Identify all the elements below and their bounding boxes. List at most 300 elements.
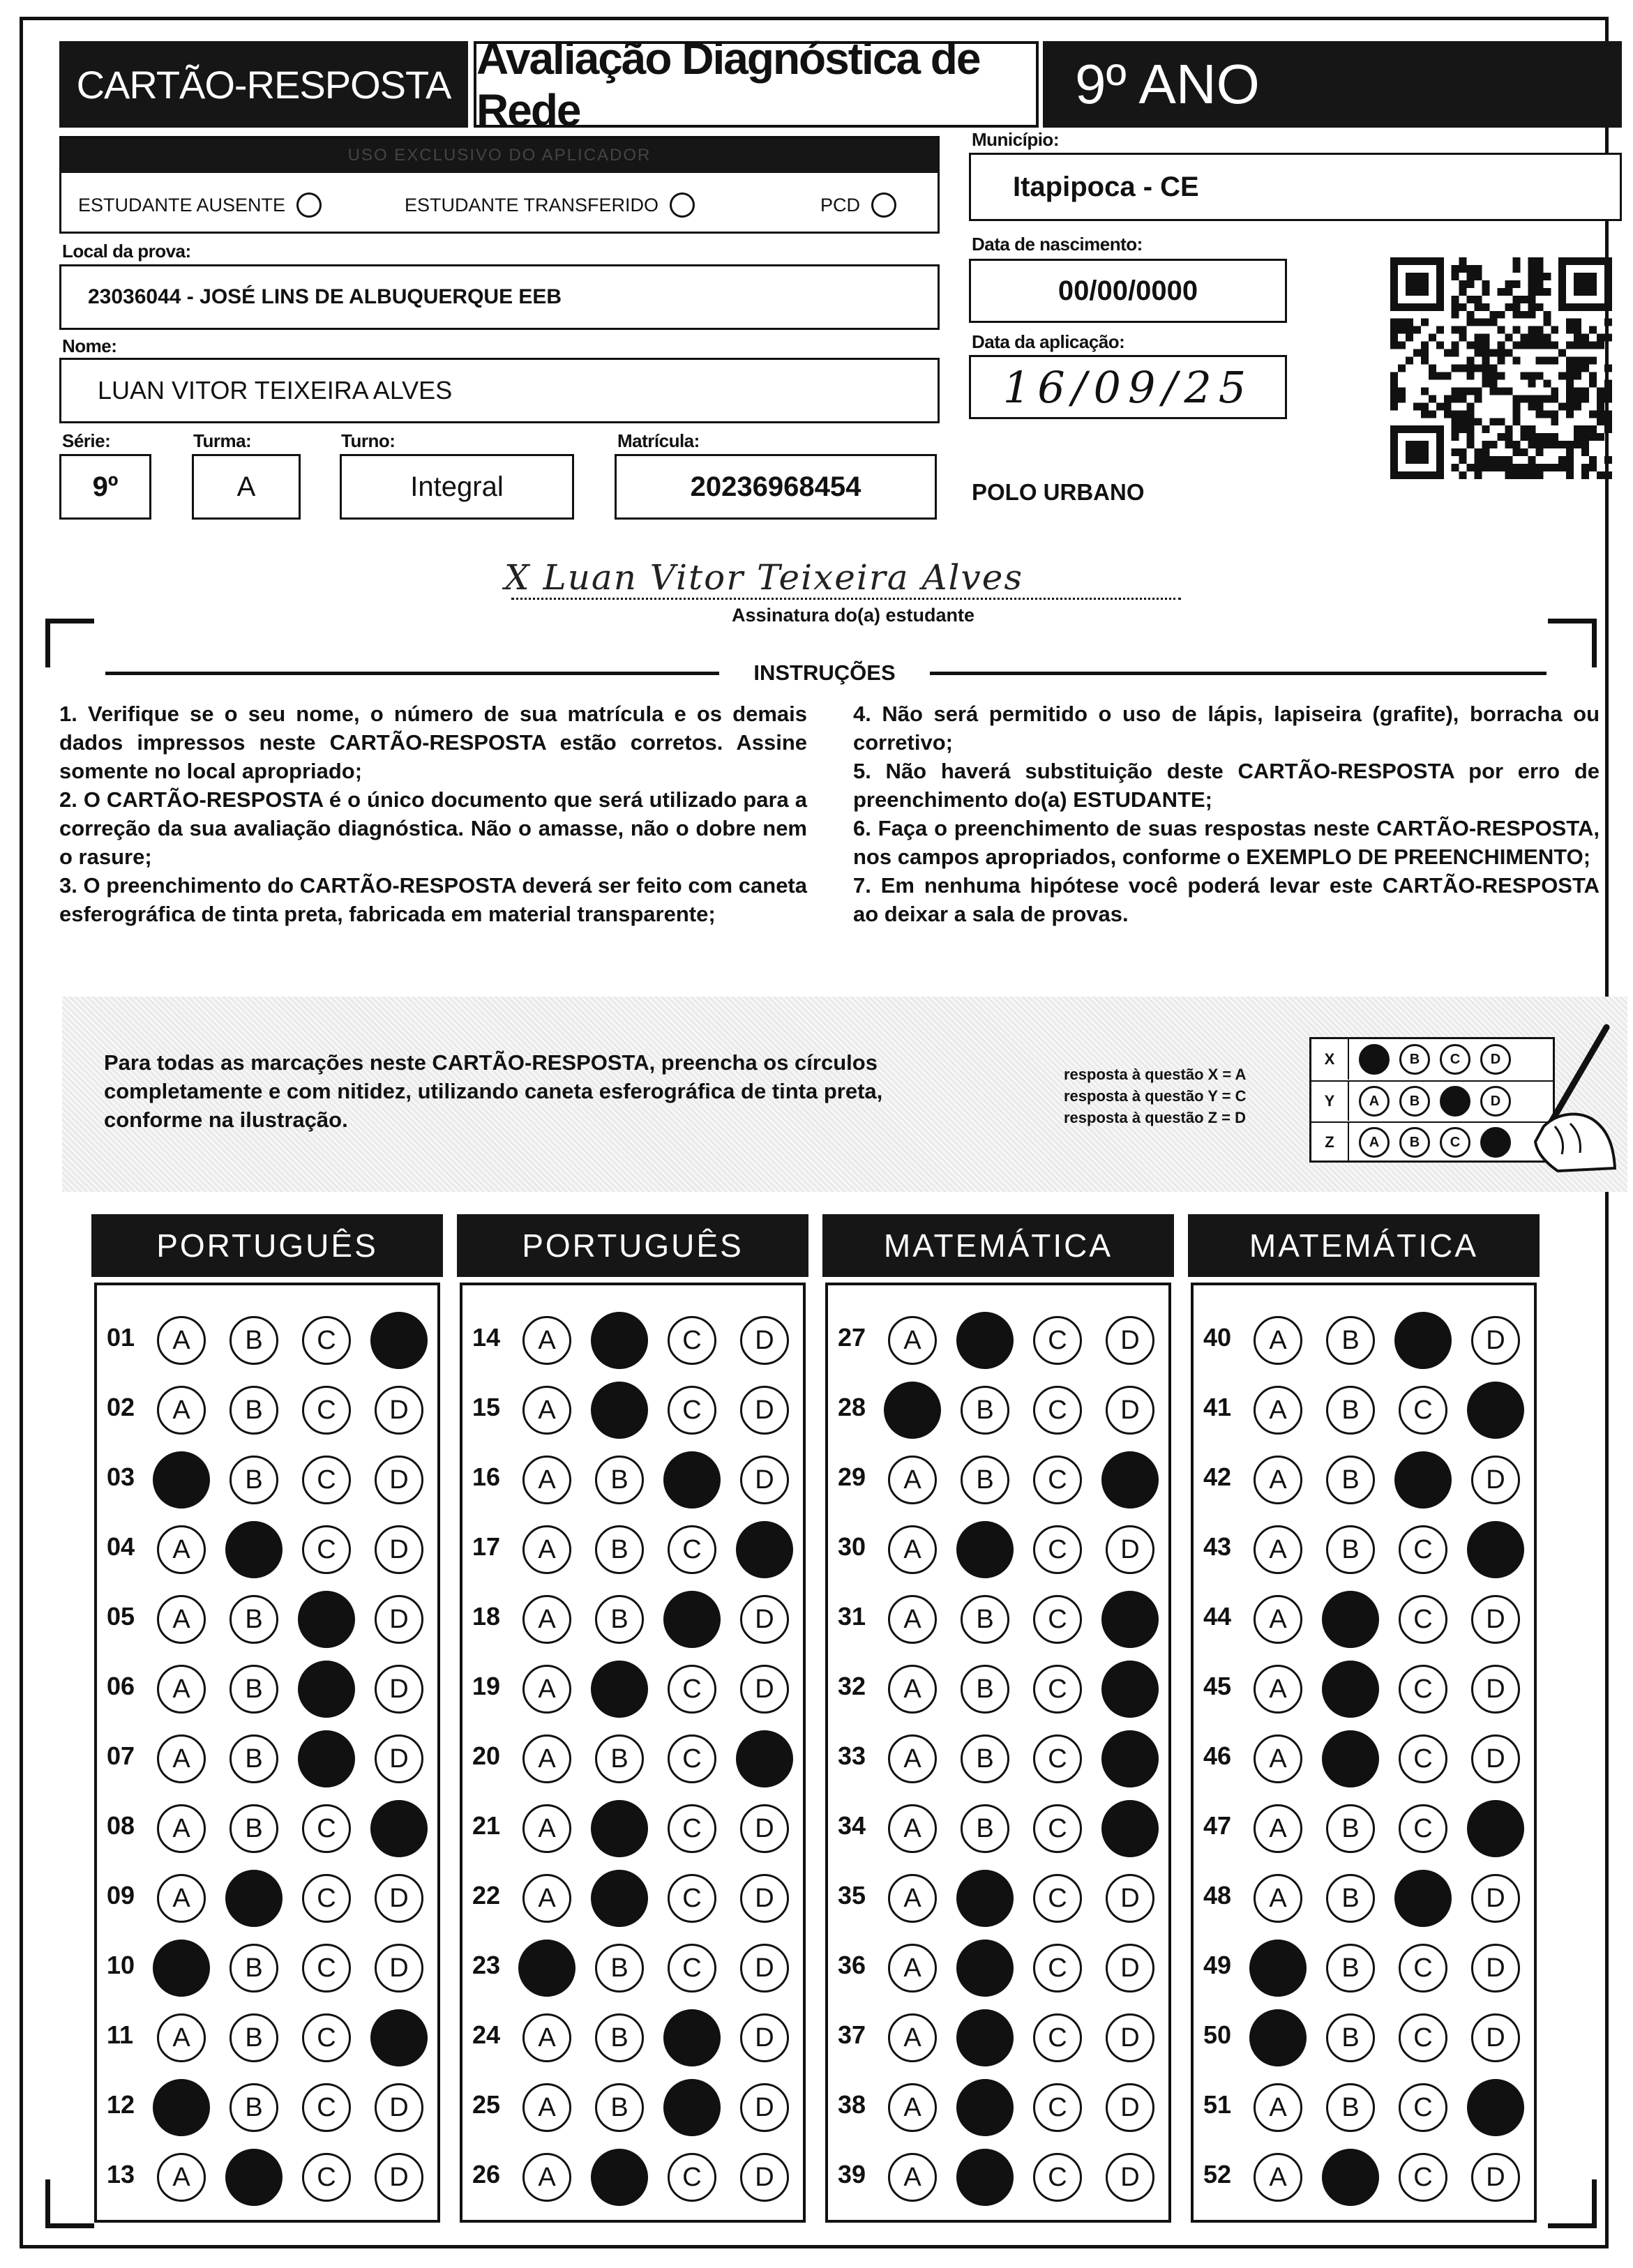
birth-field: 00/00/0000 bbox=[969, 259, 1287, 323]
answer-bubble-b[interactable]: B bbox=[1326, 1804, 1375, 1853]
answer-bubble-a[interactable]: A bbox=[157, 1804, 206, 1853]
answer-bubble-c[interactable]: C bbox=[1033, 1456, 1082, 1504]
corner-mark-bottom-right bbox=[1548, 2179, 1597, 2228]
answer-bubble-a[interactable]: A bbox=[1254, 1874, 1302, 1923]
applicator-title: USO EXCLUSIVO DO APLICADOR bbox=[61, 138, 938, 173]
instruction-1: 1. Verifique se o seu nome, o número de sua matrícula e os demais dados impressos neste CARTÃO-RESPOSTA estão corretos. Assine somente no local apropriado; bbox=[59, 702, 807, 783]
answer-bubble-c[interactable]: C bbox=[302, 1316, 351, 1365]
answer-bubble-a[interactable]: A bbox=[888, 1944, 937, 1993]
answer-bubble-b[interactable]: B bbox=[1322, 1591, 1379, 1648]
question-number: 11 bbox=[107, 2020, 134, 2049]
answer-bubble-b[interactable]: B bbox=[225, 2149, 283, 2206]
question-row bbox=[828, 1803, 1168, 1852]
answer-bubble-a[interactable]: A bbox=[888, 2083, 937, 2132]
answer-bubble-b[interactable]: B bbox=[956, 1940, 1014, 1997]
answer-bubble-c[interactable]: C bbox=[668, 1386, 716, 1435]
question-row bbox=[97, 1873, 437, 1921]
answer-bubble-a[interactable]: A bbox=[888, 1874, 937, 1923]
instructions-rule-right bbox=[930, 672, 1547, 675]
answer-bubble-b[interactable]: B bbox=[961, 1665, 1009, 1714]
answer-bubble-b[interactable]: B bbox=[961, 1386, 1009, 1435]
answer-bubble-d[interactable]: D bbox=[740, 1386, 789, 1435]
answer-bubble-c[interactable]: C bbox=[1033, 1874, 1082, 1923]
absent-checkbox[interactable] bbox=[296, 192, 322, 218]
answer-bubble-b[interactable]: B bbox=[229, 1456, 278, 1504]
pcd-option[interactable] bbox=[820, 192, 896, 218]
question-row bbox=[1194, 1315, 1534, 1363]
answer-bubble-d[interactable]: D bbox=[375, 1456, 423, 1504]
transferred-checkbox[interactable] bbox=[670, 192, 695, 218]
answer-bubble-a[interactable]: A bbox=[522, 1595, 571, 1644]
answer-bubble-b[interactable]: B bbox=[229, 2083, 278, 2132]
question-row bbox=[828, 1663, 1168, 1712]
transferred-option[interactable] bbox=[405, 192, 695, 218]
answer-bubble-b[interactable]: B bbox=[961, 1456, 1009, 1504]
answer-bubble-d[interactable]: D bbox=[736, 1521, 793, 1578]
municipality-label: Município: bbox=[972, 129, 1059, 150]
question-row bbox=[97, 1663, 437, 1712]
answer-bubble-d[interactable]: D bbox=[1471, 1665, 1520, 1714]
answer-bubble-a[interactable]: A bbox=[522, 2153, 571, 2202]
answer-bubble-b[interactable]: B bbox=[1326, 1386, 1375, 1435]
polo: POLO URBANO bbox=[972, 479, 1145, 505]
answer-bubble-c[interactable]: C bbox=[1033, 1316, 1082, 1365]
answer-bubble-b[interactable]: B bbox=[1326, 1874, 1375, 1923]
instruction-7: 7. Em nenhuma hipótese você poderá levar este CARTÃO-RESPOSTA ao deixar a sala de provas. bbox=[853, 873, 1600, 926]
answer-bubble-c[interactable]: C bbox=[302, 1456, 351, 1504]
answer-bubble-d[interactable]: D bbox=[1106, 1944, 1154, 1993]
signature-caption: Assinatura do(a) estudante bbox=[731, 605, 975, 626]
question-row bbox=[1194, 1873, 1534, 1921]
answer-bubble-a[interactable]: A bbox=[1254, 1734, 1302, 1783]
answer-bubble-c[interactable]: C bbox=[668, 1665, 716, 1714]
question-number: 48 bbox=[1203, 1881, 1232, 1910]
serie-field: 9º bbox=[59, 454, 151, 520]
answer-bubble-b[interactable]: B bbox=[1322, 2149, 1379, 2206]
answer-bubble-b[interactable]: B bbox=[595, 1456, 644, 1504]
question-number: 41 bbox=[1203, 1393, 1232, 1421]
answer-bubble-b[interactable]: B bbox=[591, 2149, 648, 2206]
answer-bubble-a[interactable]: A bbox=[157, 1874, 206, 1923]
answer-bubble-a[interactable]: A bbox=[157, 2153, 206, 2202]
question-number: 07 bbox=[107, 1741, 135, 1770]
answer-bubble-b[interactable]: B bbox=[225, 1521, 283, 1578]
answer-bubble-d[interactable]: D bbox=[375, 1944, 423, 1993]
answer-bubble-a[interactable]: A bbox=[522, 1525, 571, 1574]
answer-bubble-c[interactable]: C bbox=[1399, 1734, 1447, 1783]
answer-bubble-d[interactable]: D bbox=[740, 1665, 789, 1714]
question-number: 31 bbox=[838, 1602, 866, 1631]
municipality-field: Itapipoca - CE bbox=[969, 153, 1622, 221]
answer-bubble-c[interactable]: C bbox=[1033, 1734, 1082, 1783]
answer-bubble-d[interactable]: D bbox=[1471, 1874, 1520, 1923]
answer-bubble-d[interactable]: D bbox=[740, 1595, 789, 1644]
answer-bubble-a[interactable]: A bbox=[888, 1525, 937, 1574]
question-row bbox=[1194, 2152, 1534, 2200]
answer-bubble-c[interactable]: C bbox=[1394, 1312, 1452, 1369]
answer-bubble-d[interactable]: D bbox=[375, 1595, 423, 1644]
answer-bubble-b[interactable]: B bbox=[961, 1595, 1009, 1644]
example-row-label: X bbox=[1311, 1039, 1349, 1080]
answer-bubble-d[interactable]: D bbox=[1467, 1382, 1524, 1439]
answer-bubble-a[interactable]: A bbox=[157, 1734, 206, 1783]
answer-bubble-b[interactable]: B bbox=[1326, 1525, 1375, 1574]
answer-bubble-d[interactable]: D bbox=[375, 1525, 423, 1574]
turma-field: A bbox=[192, 454, 301, 520]
question-row bbox=[1194, 2082, 1534, 2131]
answer-bubble-a[interactable]: A bbox=[157, 1595, 206, 1644]
answer-bubble-c[interactable]: C bbox=[668, 1874, 716, 1923]
answer-bubble-c[interactable]: C bbox=[1033, 1386, 1082, 1435]
answer-bubble-c[interactable]: C bbox=[663, 1451, 721, 1509]
answer-bubble-d[interactable]: D bbox=[740, 1316, 789, 1365]
question-number: 22 bbox=[472, 1881, 501, 1910]
question-number: 42 bbox=[1203, 1462, 1232, 1491]
answer-bubble-c[interactable]: C bbox=[663, 1591, 721, 1648]
answer-bubble-a[interactable]: A bbox=[153, 1451, 210, 1509]
answer-bubble-d[interactable]: D bbox=[1106, 1874, 1154, 1923]
answer-bubble-a[interactable]: A bbox=[888, 1665, 937, 1714]
answer-bubble-a[interactable]: A bbox=[884, 1382, 941, 1439]
answer-bubble-a[interactable]: A bbox=[888, 1316, 937, 1365]
answer-bubble-b[interactable]: B bbox=[961, 1804, 1009, 1853]
answer-bubble-a[interactable]: A bbox=[888, 1456, 937, 1504]
answer-bubble-d[interactable]: D bbox=[1101, 1451, 1159, 1509]
question-row bbox=[97, 1315, 437, 1363]
answer-bubble-a[interactable]: A bbox=[1254, 1804, 1302, 1853]
answer-bubble-b[interactable]: B bbox=[961, 1734, 1009, 1783]
answer-bubble-a[interactable]: A bbox=[157, 1386, 206, 1435]
question-row bbox=[828, 2082, 1168, 2131]
answer-bubble-c[interactable]: C bbox=[302, 2083, 351, 2132]
answer-bubble-c[interactable]: C bbox=[1399, 1665, 1447, 1714]
location-label: Local da prova: bbox=[62, 241, 191, 262]
answer-bubble-a[interactable]: A bbox=[888, 2013, 937, 2062]
question-number: 06 bbox=[107, 1672, 135, 1700]
answer-block bbox=[94, 1283, 440, 2223]
application-date-label: Data da aplicação: bbox=[972, 331, 1125, 352]
question-number: 40 bbox=[1203, 1323, 1232, 1352]
answer-bubble-d[interactable]: D bbox=[375, 2153, 423, 2202]
answer-bubble-d[interactable]: D bbox=[1471, 1944, 1520, 1993]
name-field: LUAN VITOR TEIXEIRA ALVES bbox=[59, 358, 940, 423]
answer-bubble-b[interactable]: B bbox=[595, 1734, 644, 1783]
answer-bubble-b[interactable]: B bbox=[956, 1870, 1014, 1927]
answer-bubble-c[interactable]: C bbox=[1399, 2013, 1447, 2062]
answer-bubble-a[interactable]: A bbox=[1254, 2153, 1302, 2202]
answer-bubble-b[interactable]: B bbox=[1322, 1661, 1379, 1718]
answer-bubble-b[interactable]: B bbox=[595, 2013, 644, 2062]
answer-bubble-b[interactable]: B bbox=[229, 1595, 278, 1644]
answer-bubble-c[interactable]: C bbox=[1399, 1595, 1447, 1644]
answer-bubble-a[interactable]: A bbox=[522, 1734, 571, 1783]
answer-bubble-d[interactable]: D bbox=[740, 2153, 789, 2202]
answer-bubble-b[interactable]: B bbox=[956, 2149, 1014, 2206]
answer-bubble-b[interactable]: B bbox=[591, 1800, 648, 1857]
answer-bubble-b[interactable]: B bbox=[1326, 1456, 1375, 1504]
answer-bubble-a[interactable]: A bbox=[522, 1316, 571, 1365]
answer-bubble-c[interactable]: C bbox=[302, 1804, 351, 1853]
answer-bubble-c[interactable]: C bbox=[1399, 2153, 1447, 2202]
instruction-6: 6. Faça o preenchimento de suas respostas neste CARTÃO-RESPOSTA, nos campos apropriados, conforme o EXEMPLO DE PREENCHIMENTO; bbox=[853, 816, 1600, 869]
answer-bubble-b[interactable]: B bbox=[595, 1944, 644, 1993]
answer-bubble-c[interactable]: C bbox=[302, 2013, 351, 2062]
answer-bubble-d[interactable]: D bbox=[1471, 1734, 1520, 1783]
example-bubble-d: D bbox=[1480, 1086, 1511, 1117]
answer-bubble-b[interactable]: B bbox=[229, 1665, 278, 1714]
answer-block bbox=[460, 1283, 806, 2223]
question-number: 35 bbox=[838, 1881, 866, 1910]
answer-bubble-d[interactable]: D bbox=[1106, 1316, 1154, 1365]
answer-bubble-d[interactable]: D bbox=[740, 1804, 789, 1853]
question-row bbox=[97, 2012, 437, 2061]
answer-bubble-b[interactable]: B bbox=[229, 1944, 278, 1993]
answer-bubble-d[interactable]: D bbox=[1471, 1316, 1520, 1365]
answer-bubble-b[interactable]: B bbox=[595, 1595, 644, 1644]
answer-bubble-b[interactable]: B bbox=[956, 1521, 1014, 1578]
question-row bbox=[828, 1384, 1168, 1433]
answer-bubble-c[interactable]: C bbox=[1394, 1870, 1452, 1927]
answer-bubble-a[interactable]: A bbox=[157, 1525, 206, 1574]
answer-bubble-b[interactable]: B bbox=[956, 2009, 1014, 2066]
question-number: 09 bbox=[107, 1881, 135, 1910]
answer-bubble-d[interactable]: D bbox=[375, 1874, 423, 1923]
answer-bubble-a[interactable]: A bbox=[157, 1316, 206, 1365]
answer-bubble-c[interactable]: C bbox=[298, 1730, 355, 1787]
question-number: 43 bbox=[1203, 1532, 1232, 1561]
answer-bubble-c[interactable]: C bbox=[1399, 1386, 1447, 1435]
question-number: 01 bbox=[107, 1323, 135, 1352]
question-number: 46 bbox=[1203, 1741, 1232, 1770]
grade-title: 9º ANO bbox=[1043, 41, 1622, 128]
answer-bubble-b[interactable]: B bbox=[591, 1312, 648, 1369]
question-row bbox=[462, 2152, 803, 2200]
question-row bbox=[828, 1315, 1168, 1363]
answer-bubble-a[interactable]: A bbox=[1254, 1665, 1302, 1714]
example-bubble-b: B bbox=[1399, 1127, 1430, 1158]
answer-bubble-c[interactable]: C bbox=[1399, 1944, 1447, 1993]
answer-bubble-a[interactable]: A bbox=[522, 1874, 571, 1923]
answer-bubble-b[interactable]: B bbox=[1322, 1730, 1379, 1787]
answer-bubble-a[interactable]: A bbox=[1249, 1940, 1307, 1997]
answer-bubble-a[interactable]: A bbox=[522, 1456, 571, 1504]
answer-bubble-a[interactable]: A bbox=[1254, 1386, 1302, 1435]
question-number: 52 bbox=[1203, 2160, 1232, 2188]
answer-bubble-d[interactable]: D bbox=[740, 2083, 789, 2132]
question-number: 50 bbox=[1203, 2020, 1232, 2049]
answer-bubble-c[interactable]: C bbox=[298, 1661, 355, 1718]
answer-bubble-c[interactable]: C bbox=[302, 1386, 351, 1435]
answer-bubble-b[interactable]: B bbox=[595, 2083, 644, 2132]
answer-bubble-d[interactable]: D bbox=[740, 2013, 789, 2062]
answer-bubble-b[interactable]: B bbox=[1326, 2013, 1375, 2062]
answer-bubble-d[interactable]: D bbox=[1101, 1661, 1159, 1718]
answer-bubble-c[interactable]: C bbox=[1399, 2083, 1447, 2132]
question-row bbox=[462, 1942, 803, 1991]
answer-bubble-b[interactable]: B bbox=[591, 1382, 648, 1439]
answer-bubble-c[interactable]: C bbox=[1033, 2013, 1082, 2062]
question-number: 38 bbox=[838, 2090, 866, 2119]
answer-bubble-c[interactable]: C bbox=[1033, 2083, 1082, 2132]
answer-bubble-b[interactable]: B bbox=[956, 1312, 1014, 1369]
answer-bubble-a[interactable]: A bbox=[1254, 1525, 1302, 1574]
question-row bbox=[462, 1454, 803, 1503]
answer-bubble-b[interactable]: B bbox=[591, 1870, 648, 1927]
question-row bbox=[462, 1663, 803, 1712]
answer-bubble-b[interactable]: B bbox=[1326, 2083, 1375, 2132]
answer-bubble-c[interactable]: C bbox=[302, 1944, 351, 1993]
answer-bubble-a[interactable]: A bbox=[888, 1804, 937, 1853]
answer-bubble-d[interactable]: D bbox=[740, 1944, 789, 1993]
answer-bubble-a[interactable]: A bbox=[1254, 1595, 1302, 1644]
answer-bubble-c[interactable]: C bbox=[663, 2079, 721, 2136]
corner-mark-top-right bbox=[1548, 619, 1597, 667]
answer-bubble-a[interactable]: A bbox=[522, 1386, 571, 1435]
question-number: 29 bbox=[838, 1462, 866, 1491]
answer-bubble-a[interactable]: A bbox=[1249, 2009, 1307, 2066]
absent-option[interactable] bbox=[78, 192, 322, 218]
answer-bubble-d[interactable]: D bbox=[370, 1800, 428, 1857]
answer-bubble-d[interactable]: D bbox=[1467, 1521, 1524, 1578]
question-row bbox=[97, 1803, 437, 1852]
answer-bubble-a[interactable]: A bbox=[1254, 1456, 1302, 1504]
answer-bubble-c[interactable]: C bbox=[1399, 1804, 1447, 1853]
example-bubble-a: A bbox=[1359, 1044, 1390, 1075]
answer-bubble-b[interactable]: B bbox=[229, 2013, 278, 2062]
question-row bbox=[1194, 2012, 1534, 2061]
answer-bubble-c[interactable]: C bbox=[302, 2153, 351, 2202]
answer-bubble-c[interactable]: C bbox=[668, 1804, 716, 1853]
answer-bubble-c[interactable]: C bbox=[668, 1944, 716, 1993]
answer-bubble-b[interactable]: B bbox=[1326, 1944, 1375, 1993]
answer-bubble-d[interactable]: D bbox=[1106, 1386, 1154, 1435]
question-row bbox=[462, 1873, 803, 1921]
answer-bubble-b[interactable]: B bbox=[595, 1525, 644, 1574]
answer-bubble-c[interactable]: C bbox=[1033, 1944, 1082, 1993]
answer-bubble-d[interactable]: D bbox=[1106, 2013, 1154, 2062]
question-row bbox=[97, 2152, 437, 2200]
answer-bubble-b[interactable]: B bbox=[956, 2079, 1014, 2136]
answer-bubble-a[interactable]: A bbox=[157, 2013, 206, 2062]
answer-bubble-a[interactable]: A bbox=[522, 2013, 571, 2062]
location-field: 23036044 - JOSÉ LINS DE ALBUQUERQUE EEB bbox=[59, 264, 940, 330]
answer-bubble-c[interactable]: C bbox=[1394, 1451, 1452, 1509]
answer-bubble-c[interactable]: C bbox=[668, 2153, 716, 2202]
answer-bubble-b[interactable]: B bbox=[229, 1804, 278, 1853]
matricula-field: 20236968454 bbox=[615, 454, 937, 520]
example-bubble-d: D bbox=[1480, 1127, 1511, 1158]
example-text: Para todas as marcações neste CARTÃO-RESPOSTA, preencha os círculos completamente e com nitidez, utilizando caneta esferográfica de tinta preta, conforme na ilustração. bbox=[104, 1050, 883, 1132]
answer-bubble-d[interactable]: D bbox=[736, 1730, 793, 1787]
question-row bbox=[97, 1524, 437, 1573]
answer-bubble-a[interactable]: A bbox=[1254, 2083, 1302, 2132]
answer-bubble-d[interactable]: D bbox=[1106, 2153, 1154, 2202]
question-row bbox=[97, 1594, 437, 1642]
answer-bubble-a[interactable]: A bbox=[522, 1665, 571, 1714]
answer-bubble-c[interactable]: C bbox=[668, 1734, 716, 1783]
answer-bubble-a[interactable]: A bbox=[888, 1734, 937, 1783]
answer-bubble-c[interactable]: C bbox=[1399, 1525, 1447, 1574]
answer-bubble-d[interactable]: D bbox=[1467, 2079, 1524, 2136]
answer-bubble-d[interactable]: D bbox=[740, 1456, 789, 1504]
answer-bubble-a[interactable]: A bbox=[522, 1804, 571, 1853]
answer-bubble-b[interactable]: B bbox=[229, 1386, 278, 1435]
question-number: 13 bbox=[107, 2160, 135, 2188]
answer-bubble-c[interactable]: C bbox=[668, 1525, 716, 1574]
question-row bbox=[462, 1524, 803, 1573]
answer-bubble-d[interactable]: D bbox=[375, 1734, 423, 1783]
instructions-title: INSTRUÇÕES bbox=[753, 660, 896, 685]
answer-bubble-d[interactable]: D bbox=[1101, 1730, 1159, 1787]
answer-bubble-a[interactable]: A bbox=[1254, 1316, 1302, 1365]
answer-bubble-d[interactable]: D bbox=[740, 1874, 789, 1923]
answer-bubble-c[interactable]: C bbox=[302, 1874, 351, 1923]
answer-bubble-d[interactable]: D bbox=[1101, 1591, 1159, 1648]
answer-bubble-a[interactable]: A bbox=[157, 1665, 206, 1714]
answer-bubble-c[interactable]: C bbox=[668, 1316, 716, 1365]
answer-bubble-a[interactable]: A bbox=[518, 1940, 575, 1997]
pcd-label: PCD bbox=[820, 194, 861, 216]
answer-bubble-c[interactable]: C bbox=[663, 2009, 721, 2066]
answer-bubble-d[interactable]: D bbox=[1471, 2013, 1520, 2062]
question-row bbox=[462, 1315, 803, 1363]
answer-bubble-b[interactable]: B bbox=[591, 1661, 648, 1718]
answer-bubble-a[interactable]: A bbox=[888, 2153, 937, 2202]
name-label: Nome: bbox=[62, 335, 117, 356]
answer-bubble-d[interactable]: D bbox=[1106, 2083, 1154, 2132]
answer-bubble-d[interactable]: D bbox=[375, 1665, 423, 1714]
answer-bubble-d[interactable]: D bbox=[370, 1312, 428, 1369]
answer-bubble-c[interactable]: C bbox=[298, 1591, 355, 1648]
question-number: 49 bbox=[1203, 1951, 1232, 1979]
question-row bbox=[828, 1454, 1168, 1503]
answer-bubble-b[interactable]: B bbox=[225, 1870, 283, 1927]
answer-bubble-c[interactable]: C bbox=[1033, 1595, 1082, 1644]
answer-bubble-b[interactable]: B bbox=[229, 1734, 278, 1783]
answer-bubble-c[interactable]: C bbox=[302, 1525, 351, 1574]
answer-bubble-b[interactable]: B bbox=[229, 1316, 278, 1365]
answer-bubble-a[interactable]: A bbox=[522, 2083, 571, 2132]
answer-bubble-c[interactable]: C bbox=[1033, 1525, 1082, 1574]
answer-bubble-c[interactable]: C bbox=[1033, 1665, 1082, 1714]
example-bubble-a: A bbox=[1359, 1127, 1390, 1158]
answer-bubble-c[interactable]: C bbox=[1033, 2153, 1082, 2202]
answer-bubble-d[interactable]: D bbox=[1106, 1525, 1154, 1574]
application-date-field: 16/09/25 bbox=[969, 355, 1287, 419]
answer-bubble-c[interactable]: C bbox=[1033, 1804, 1082, 1853]
question-row bbox=[1194, 1454, 1534, 1503]
corner-mark-bottom-left bbox=[45, 2179, 94, 2228]
example-bubble-b: B bbox=[1399, 1086, 1430, 1117]
question-number: 51 bbox=[1203, 2090, 1232, 2119]
answer-bubble-d[interactable]: D bbox=[1471, 2153, 1520, 2202]
answer-bubble-d[interactable]: D bbox=[375, 2083, 423, 2132]
answer-bubble-d[interactable]: D bbox=[370, 2009, 428, 2066]
question-number: 47 bbox=[1203, 1811, 1232, 1840]
answer-bubble-a[interactable]: A bbox=[153, 2079, 210, 2136]
answer-bubble-d[interactable]: D bbox=[375, 1386, 423, 1435]
answer-bubble-d[interactable]: D bbox=[1471, 1456, 1520, 1504]
answer-bubble-d[interactable]: D bbox=[1471, 1595, 1520, 1644]
answer-bubble-b[interactable]: B bbox=[1326, 1316, 1375, 1365]
answer-bubble-a[interactable]: A bbox=[153, 1940, 210, 1997]
question-row bbox=[462, 1384, 803, 1433]
question-number: 32 bbox=[838, 1672, 866, 1700]
pcd-checkbox[interactable] bbox=[871, 192, 896, 218]
answer-bubble-a[interactable]: A bbox=[888, 1595, 937, 1644]
answer-bubble-d[interactable]: D bbox=[1101, 1800, 1159, 1857]
answer-bubble-d[interactable]: D bbox=[1467, 1800, 1524, 1857]
